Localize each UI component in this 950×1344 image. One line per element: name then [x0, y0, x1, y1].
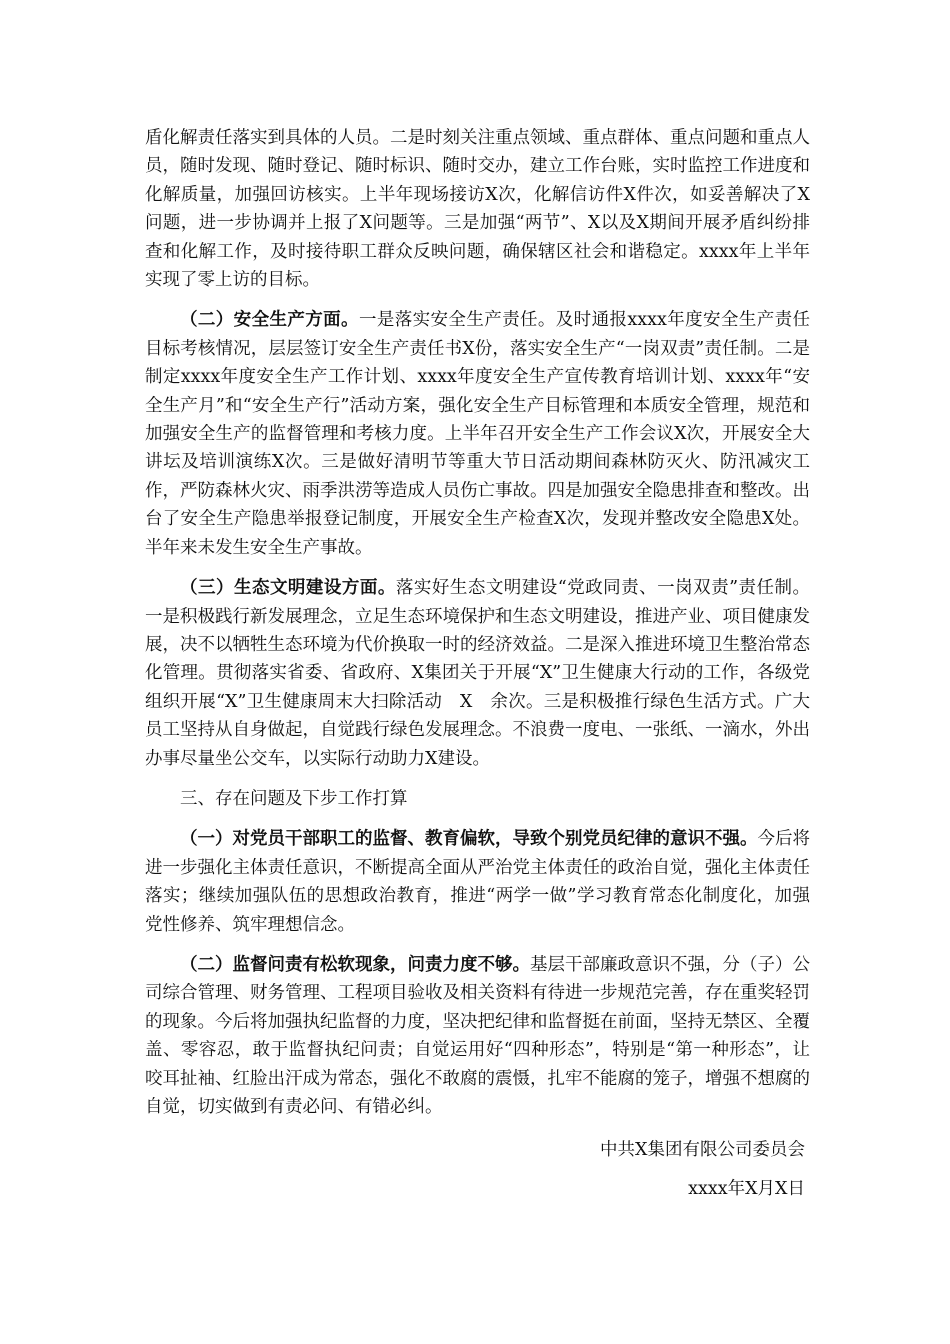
safety-production-title: （二）安全生产方面。 — [180, 310, 359, 331]
paragraph-letters-visits: 盾化解责任落实到具体的人员。二是时刻关注重点领域、重点群体、重点问题和重点人员，随时发现、随时登记、随时标识、随时交办，建立工作台账，实时监控工作进度和化解质量，加强回访核实。上半年现场接访X次，化解信访件X件次，如妥善解决了X问题，进一步协调并上报了X问题等。三是加强“两节”、X以及X期间开展矛盾纠纷排查和化解工作，及时接待职工群众反映问题，确保辖区社会和谐稳定。xxxx年上半年实现了零上访的目标。 — [145, 128, 810, 291]
paragraph-accountability — [145, 951, 810, 1121]
section-heading-problems-plans: 三、存在问题及下步工作打算 — [180, 788, 408, 809]
paragraph-safety-production — [145, 306, 810, 562]
ecological-civilization-title: （三）生态文明建设方面。 — [180, 578, 396, 599]
safety-production-body: 一是落实安全生产责任。及时通报xxxx年度安全生产责任目标考核情况，层层签订安全生产责任书X份，落实安全生产“一岗双责”责任制。二是制定xxxx年度安全生产工作计划、xxxx年度安全生产宣传教育培训计划、xxxx年“安全生产月”和“安全生产行”活动方案，强化安全生产目标管理和本质安全管理，规范和加强安全生产的监督管理和考核力度。上半年召开安全生产工作会议X次，开展安全大讲坛及培训演练X次。三是做好清明节等重大节日活动期间森林防灭火、防汛减灾工作，严防森林火灾、雨季洪涝等造成人员伤亡事故。四是加强安全隐患排查和整改。出台了安全生产隐患举报登记制度，开展安全生产检查X次，发现并整改安全隐患X处。半年来未发生安全生产事故。 — [145, 310, 811, 558]
accountability-title: （二）监督问责有松软现象，问责力度不够。 — [180, 954, 530, 975]
signature-date: xxxx年X月X日 — [688, 1179, 805, 1199]
paragraph-supervision-education — [145, 825, 810, 939]
paragraph-ecological-civilization — [145, 574, 810, 773]
supervision-education-body: 今后将进一步强化主体责任意识，不断提高全面从严治党主体责任的政治自觉，强化主体责任落实；继续加强队伍的思想政治教育，推进“两学一做”学习教育常态化制度化，加强党性修养、筑牢理想信念。 — [145, 829, 810, 935]
document-body — [145, 124, 810, 1121]
ecological-civilization-body: 落实好生态文明建设“党政同责、一岗双责”责任制。一是积极践行新发展理念，立足生态环境保护和生态文明建设，推进产业、项目健康发展，决不以牺牲生态环境为代价换取一时的经济效益。二是深入推进环境卫生整治常态化管理。贯彻落实省委、省政府、X集团关于开展“X”卫生健康大行动的工作，各级党组织开展“X”卫生健康周末大扫除活动 X 余次。三是积极推行绿色生活方式。广大员工坚持从自身做起，自觉践行绿色发展理念。不浪费一度电、一张纸、一滴水，外出办事尽量坐公交车，以实际行动助力X建设。 — [145, 578, 810, 769]
supervision-education-title: （一）对党员干部职工的监督、教育偏软，导致个别党员纪律的意识不强。 — [180, 829, 758, 850]
signature-organization: 中共X集团有限公司委员会 — [600, 1140, 805, 1160]
accountability-body: 基层干部廉政意识不强，分（子）公司综合管理、财务管理、工程项目验收及相关资料有待进一步规范完善，存在重奖轻罚的现象。今后将加强执纪监督的力度，坚决把纪律和监督挺在前面，坚持无禁区、全覆盖、零容忍，敢于监督执纪问责；自觉运用好“四种形态”，特别是“第一种形态”，让咬耳扯袖、红脸出汗成为常态，强化不敢腐的震慑，扎牢不能腐的笼子，增强不想腐的自觉，切实做到有责必问、有错必纠。 — [145, 954, 810, 1117]
